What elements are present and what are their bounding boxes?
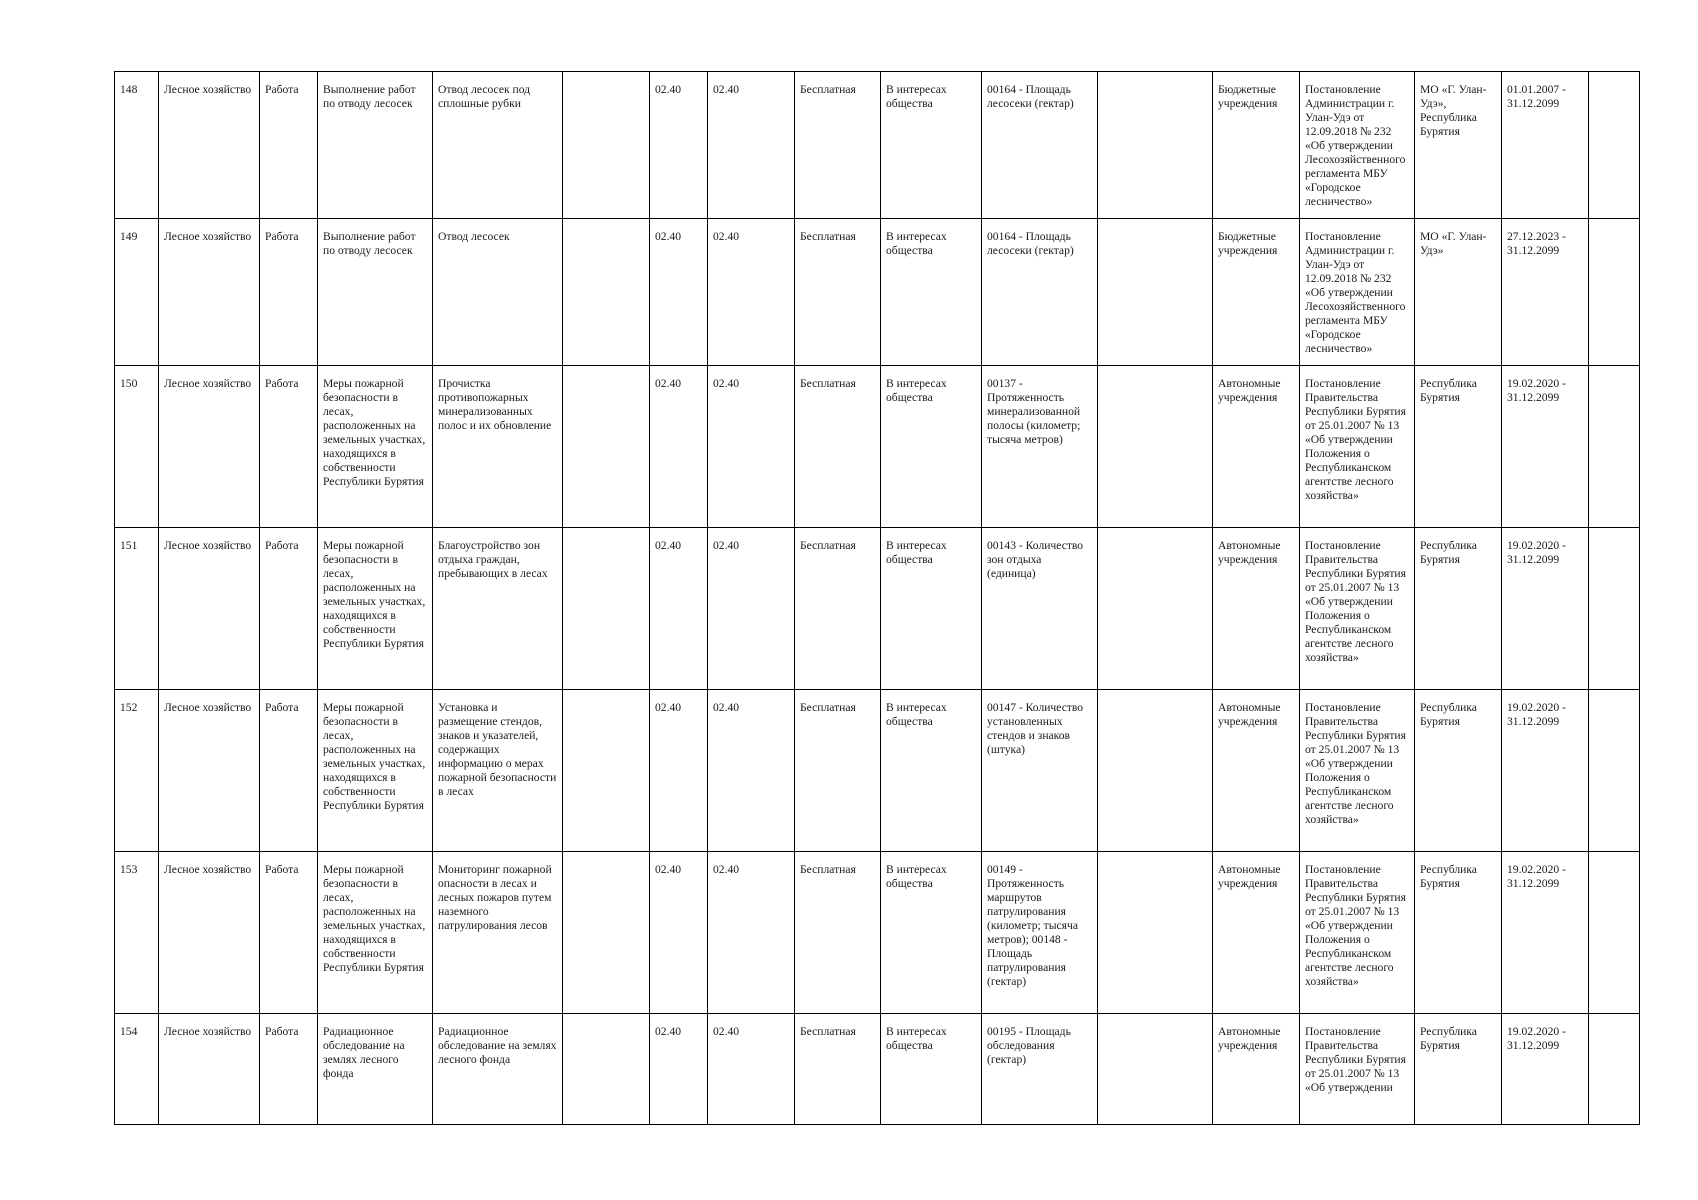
cell-interest bbox=[881, 690, 982, 852]
indicator-text: 00147 - Количество установленных стендов и знаков (штука) bbox=[987, 701, 1084, 756]
cell-sector bbox=[159, 72, 260, 219]
interest-text: В интересах общества bbox=[886, 701, 947, 728]
period-text: 27.12.2023 - 31.12.2099 bbox=[1507, 230, 1566, 257]
cell-code-1 bbox=[650, 366, 708, 528]
code-text-1: 02.40 bbox=[655, 539, 682, 552]
territory-text: МО «Г. Улан-Удэ» bbox=[1420, 230, 1487, 257]
kind-text: Работа bbox=[265, 701, 299, 714]
cell-payment bbox=[795, 690, 881, 852]
cell-sector bbox=[159, 219, 260, 366]
cell-number bbox=[115, 366, 159, 528]
legal-act-text: Постановление Правительства Республики Бурятия от 25.01.2007 № 13 «Об утверждении Положения о Республиканском агентстве лесного хозяйства» bbox=[1305, 701, 1406, 826]
cell-kind bbox=[260, 528, 318, 690]
cell-institution bbox=[1213, 1014, 1300, 1125]
cell-period bbox=[1502, 1014, 1589, 1125]
code-text-1: 02.40 bbox=[655, 230, 682, 243]
cell-institution bbox=[1213, 72, 1300, 219]
cell-institution bbox=[1213, 690, 1300, 852]
cell-payment bbox=[795, 72, 881, 219]
payment-text: Бесплатная bbox=[800, 230, 856, 243]
kind-text: Работа bbox=[265, 83, 299, 96]
cell-territory bbox=[1415, 219, 1502, 366]
period-text: 19.02.2020 - 31.12.2099 bbox=[1507, 1025, 1566, 1052]
cell-territory bbox=[1415, 1014, 1502, 1125]
cell-code-1 bbox=[650, 1014, 708, 1125]
institution-text: Автономные учреждения bbox=[1218, 1025, 1281, 1052]
cell-indicator bbox=[982, 219, 1098, 366]
cell-empty-1 bbox=[563, 1014, 650, 1125]
row-number: 148 bbox=[120, 83, 138, 96]
cell-empty-3 bbox=[1589, 690, 1640, 852]
institution-text: Бюджетные учреждения bbox=[1218, 83, 1278, 110]
interest-text: В интересах общества bbox=[886, 863, 947, 890]
work-name-text: Радиационное обследование на землях лесного фонда bbox=[323, 1025, 405, 1080]
cell-content bbox=[433, 852, 563, 1014]
territory-text: Республика Бурятия bbox=[1420, 1025, 1477, 1052]
cell-territory bbox=[1415, 852, 1502, 1014]
table-row bbox=[115, 528, 1640, 690]
work-name-text: Меры пожарной безопасности в лесах, расположенных на земельных участках, находящихся в собственности Республики Бурятия bbox=[323, 701, 426, 812]
cell-empty-1 bbox=[563, 366, 650, 528]
cell-number bbox=[115, 528, 159, 690]
cell-sector bbox=[159, 852, 260, 1014]
content-text: Прочистка противопожарных минерализованных полос и их обновление bbox=[438, 377, 552, 432]
cell-name bbox=[318, 852, 433, 1014]
work-name-text: Выполнение работ по отводу лесосек bbox=[323, 83, 416, 110]
cell-act bbox=[1300, 1014, 1415, 1125]
sector-text: Лесное хозяйство bbox=[164, 539, 252, 552]
cell-payment bbox=[795, 852, 881, 1014]
content-text: Благоустройство зон отдыха граждан, пребывающих в лесах bbox=[438, 539, 548, 580]
cell-number bbox=[115, 852, 159, 1014]
cell-territory bbox=[1415, 528, 1502, 690]
cell-indicator bbox=[982, 690, 1098, 852]
cell-act bbox=[1300, 852, 1415, 1014]
cell-empty-3 bbox=[1589, 366, 1640, 528]
cell-territory bbox=[1415, 366, 1502, 528]
cell-period bbox=[1502, 690, 1589, 852]
payment-text: Бесплатная bbox=[800, 701, 856, 714]
period-text: 01.01.2007 - 31.12.2099 bbox=[1507, 83, 1566, 110]
period-text: 19.02.2020 - 31.12.2099 bbox=[1507, 539, 1566, 566]
sector-text: Лесное хозяйство bbox=[164, 863, 252, 876]
cell-content bbox=[433, 690, 563, 852]
cell-code-2 bbox=[708, 852, 795, 1014]
cell-interest bbox=[881, 219, 982, 366]
territory-text: МО «Г. Улан-Удэ», Республика Бурятия bbox=[1420, 83, 1487, 138]
cell-interest bbox=[881, 72, 982, 219]
cell-code-2 bbox=[708, 690, 795, 852]
row-number: 153 bbox=[120, 863, 138, 876]
cell-indicator bbox=[982, 72, 1098, 219]
cell-empty-3 bbox=[1589, 72, 1640, 219]
cell-sector bbox=[159, 690, 260, 852]
cell-code-2 bbox=[708, 528, 795, 690]
payment-text: Бесплатная bbox=[800, 863, 856, 876]
kind-text: Работа bbox=[265, 377, 299, 390]
cell-name bbox=[318, 690, 433, 852]
cell-payment bbox=[795, 219, 881, 366]
cell-act bbox=[1300, 690, 1415, 852]
row-number: 149 bbox=[120, 230, 138, 243]
cell-interest bbox=[881, 852, 982, 1014]
cell-empty-3 bbox=[1589, 219, 1640, 366]
cell-act bbox=[1300, 219, 1415, 366]
code-text-1: 02.40 bbox=[655, 377, 682, 390]
legal-act-text: Постановление Правительства Республики Бурятия от 25.01.2007 № 13 «Об утверждении Положения о Республиканском агентстве лесного хозяйства» bbox=[1305, 377, 1406, 502]
interest-text: В интересах общества bbox=[886, 1025, 947, 1052]
table-row bbox=[115, 1014, 1640, 1125]
table-row bbox=[115, 852, 1640, 1014]
table-row bbox=[115, 219, 1640, 366]
cell-act bbox=[1300, 528, 1415, 690]
interest-text: В интересах общества bbox=[886, 539, 947, 566]
cell-sector bbox=[159, 528, 260, 690]
row-number: 154 bbox=[120, 1025, 138, 1038]
institution-text: Автономные учреждения bbox=[1218, 701, 1281, 728]
code-text-2: 02.40 bbox=[713, 701, 740, 714]
cell-code-1 bbox=[650, 72, 708, 219]
cell-content bbox=[433, 72, 563, 219]
cell-period bbox=[1502, 219, 1589, 366]
document-page bbox=[114, 71, 1640, 1125]
cell-payment bbox=[795, 528, 881, 690]
period-text: 19.02.2020 - 31.12.2099 bbox=[1507, 701, 1566, 728]
sector-text: Лесное хозяйство bbox=[164, 83, 252, 96]
legal-act-text: Постановление Администрации г. Улан-Удэ от 12.09.2018 № 232 «Об утверждении Лесохозяйственного регламента МБУ «Городское лесничество» bbox=[1305, 230, 1406, 355]
cell-sector bbox=[159, 1014, 260, 1125]
cell-code-2 bbox=[708, 366, 795, 528]
work-name-text: Меры пожарной безопасности в лесах, расположенных на земельных участках, находящихся в собственности Республики Бурятия bbox=[323, 539, 426, 650]
cell-empty-1 bbox=[563, 72, 650, 219]
cell-sector bbox=[159, 366, 260, 528]
content-text: Установка и размещение стендов, знаков и указателей, содержащих информацию о мерах пожарной безопасности в лесах bbox=[438, 701, 557, 798]
cell-territory bbox=[1415, 72, 1502, 219]
cell-number bbox=[115, 690, 159, 852]
cell-act bbox=[1300, 366, 1415, 528]
payment-text: Бесплатная bbox=[800, 539, 856, 552]
cell-payment bbox=[795, 366, 881, 528]
cell-period bbox=[1502, 852, 1589, 1014]
indicator-text: 00195 - Площадь обследования (гектар) bbox=[987, 1025, 1071, 1066]
row-number: 152 bbox=[120, 701, 138, 714]
cell-institution bbox=[1213, 366, 1300, 528]
territory-text: Республика Бурятия bbox=[1420, 539, 1477, 566]
cell-interest bbox=[881, 366, 982, 528]
cell-period bbox=[1502, 528, 1589, 690]
cell-territory bbox=[1415, 690, 1502, 852]
table-row bbox=[115, 72, 1640, 219]
kind-text: Работа bbox=[265, 1025, 299, 1038]
cell-empty-1 bbox=[563, 852, 650, 1014]
cell-empty-2 bbox=[1098, 1014, 1213, 1125]
territory-text: Республика Бурятия bbox=[1420, 377, 1477, 404]
code-text-2: 02.40 bbox=[713, 863, 740, 876]
code-text-2: 02.40 bbox=[713, 539, 740, 552]
cell-empty-2 bbox=[1098, 366, 1213, 528]
cell-indicator bbox=[982, 528, 1098, 690]
content-text: Радиационное обследование на землях лесного фонда bbox=[438, 1025, 557, 1066]
institution-text: Автономные учреждения bbox=[1218, 863, 1281, 890]
period-text: 19.02.2020 - 31.12.2099 bbox=[1507, 863, 1566, 890]
work-name-text: Выполнение работ по отводу лесосек bbox=[323, 230, 416, 257]
cell-empty-2 bbox=[1098, 72, 1213, 219]
cell-content bbox=[433, 528, 563, 690]
cell-content bbox=[433, 366, 563, 528]
cell-empty-2 bbox=[1098, 852, 1213, 1014]
cell-name bbox=[318, 1014, 433, 1125]
cell-empty-1 bbox=[563, 219, 650, 366]
cell-code-1 bbox=[650, 690, 708, 852]
code-text-2: 02.40 bbox=[713, 230, 740, 243]
content-text: Отвод лесосек bbox=[438, 230, 510, 243]
registry-table bbox=[114, 71, 1640, 1125]
indicator-text: 00143 - Количество зон отдыха (единица) bbox=[987, 539, 1084, 580]
legal-act-text: Постановление Администрации г. Улан-Удэ от 12.09.2018 № 232 «Об утверждении Лесохозяйственного регламента МБУ «Городское лесничество» bbox=[1305, 83, 1406, 208]
legal-act-text: Постановление Правительства Республики Бурятия от 25.01.2007 № 13 «Об утверждении Положения о Республиканском агентстве лесного хозяйства» bbox=[1305, 539, 1406, 664]
cell-indicator bbox=[982, 366, 1098, 528]
payment-text: Бесплатная bbox=[800, 1025, 856, 1038]
sector-text: Лесное хозяйство bbox=[164, 230, 252, 243]
cell-institution bbox=[1213, 219, 1300, 366]
institution-text: Бюджетные учреждения bbox=[1218, 230, 1278, 257]
cell-indicator bbox=[982, 852, 1098, 1014]
cell-payment bbox=[795, 1014, 881, 1125]
code-text-2: 02.40 bbox=[713, 83, 740, 96]
cell-empty-2 bbox=[1098, 690, 1213, 852]
period-text: 19.02.2020 - 31.12.2099 bbox=[1507, 377, 1566, 404]
cell-name bbox=[318, 219, 433, 366]
interest-text: В интересах общества bbox=[886, 230, 947, 257]
cell-empty-3 bbox=[1589, 1014, 1640, 1125]
cell-code-2 bbox=[708, 219, 795, 366]
cell-number bbox=[115, 219, 159, 366]
indicator-text: 00164 - Площадь лесосеки (гектар) bbox=[987, 83, 1074, 110]
institution-text: Автономные учреждения bbox=[1218, 539, 1281, 566]
code-text-1: 02.40 bbox=[655, 83, 682, 96]
cell-empty-3 bbox=[1589, 852, 1640, 1014]
code-text-2: 02.40 bbox=[713, 377, 740, 390]
cell-act bbox=[1300, 72, 1415, 219]
payment-text: Бесплатная bbox=[800, 83, 856, 96]
cell-kind bbox=[260, 219, 318, 366]
code-text-2: 02.40 bbox=[713, 1025, 740, 1038]
cell-empty-1 bbox=[563, 528, 650, 690]
cell-indicator bbox=[982, 1014, 1098, 1125]
kind-text: Работа bbox=[265, 539, 299, 552]
cell-content bbox=[433, 219, 563, 366]
cell-empty-3 bbox=[1589, 528, 1640, 690]
cell-code-1 bbox=[650, 219, 708, 366]
content-text: Отвод лесосек под сплошные рубки bbox=[438, 83, 531, 110]
row-number: 151 bbox=[120, 539, 138, 552]
cell-institution bbox=[1213, 852, 1300, 1014]
indicator-text: 00149 - Протяженность маршрутов патрулирования (километр; тысяча метров); 00148 - Площадь патрулирования (гектар) bbox=[987, 863, 1078, 988]
code-text-1: 02.40 bbox=[655, 863, 682, 876]
legal-act-text: Постановление Правительства Республики Бурятия от 25.01.2007 № 13 «Об утверждении bbox=[1305, 1025, 1406, 1094]
work-name-text: Меры пожарной безопасности в лесах, расположенных на земельных участках, находящихся в собственности Республики Бурятия bbox=[323, 377, 426, 488]
cell-interest bbox=[881, 1014, 982, 1125]
cell-kind bbox=[260, 1014, 318, 1125]
institution-text: Автономные учреждения bbox=[1218, 377, 1281, 404]
cell-code-1 bbox=[650, 528, 708, 690]
code-text-1: 02.40 bbox=[655, 1025, 682, 1038]
row-number: 150 bbox=[120, 377, 138, 390]
cell-name bbox=[318, 366, 433, 528]
table-row bbox=[115, 366, 1640, 528]
indicator-text: 00137 - Протяженность минерализованной полосы (километр; тысяча метров) bbox=[987, 377, 1081, 446]
sector-text: Лесное хозяйство bbox=[164, 701, 252, 714]
work-name-text: Меры пожарной безопасности в лесах, расположенных на земельных участках, находящихся в собственности Республики Бурятия bbox=[323, 863, 426, 974]
cell-kind bbox=[260, 852, 318, 1014]
cell-period bbox=[1502, 72, 1589, 219]
cell-name bbox=[318, 528, 433, 690]
cell-empty-2 bbox=[1098, 219, 1213, 366]
interest-text: В интересах общества bbox=[886, 377, 947, 404]
cell-code-1 bbox=[650, 852, 708, 1014]
cell-interest bbox=[881, 528, 982, 690]
cell-empty-2 bbox=[1098, 528, 1213, 690]
sector-text: Лесное хозяйство bbox=[164, 377, 252, 390]
cell-name bbox=[318, 72, 433, 219]
cell-empty-1 bbox=[563, 690, 650, 852]
cell-number bbox=[115, 1014, 159, 1125]
content-text: Мониторинг пожарной опасности в лесах и лесных пожаров путем наземного патрулирования лесов bbox=[438, 863, 552, 932]
cell-content bbox=[433, 1014, 563, 1125]
indicator-text: 00164 - Площадь лесосеки (гектар) bbox=[987, 230, 1074, 257]
cell-kind bbox=[260, 366, 318, 528]
cell-number bbox=[115, 72, 159, 219]
kind-text: Работа bbox=[265, 863, 299, 876]
code-text-1: 02.40 bbox=[655, 701, 682, 714]
table-row bbox=[115, 690, 1640, 852]
legal-act-text: Постановление Правительства Республики Бурятия от 25.01.2007 № 13 «Об утверждении Положения о Республиканском агентстве лесного хозяйства» bbox=[1305, 863, 1406, 988]
cell-kind bbox=[260, 690, 318, 852]
territory-text: Республика Бурятия bbox=[1420, 701, 1477, 728]
cell-code-2 bbox=[708, 1014, 795, 1125]
interest-text: В интересах общества bbox=[886, 83, 947, 110]
cell-kind bbox=[260, 72, 318, 219]
payment-text: Бесплатная bbox=[800, 377, 856, 390]
cell-code-2 bbox=[708, 72, 795, 219]
territory-text: Республика Бурятия bbox=[1420, 863, 1477, 890]
cell-institution bbox=[1213, 528, 1300, 690]
cell-period bbox=[1502, 366, 1589, 528]
sector-text: Лесное хозяйство bbox=[164, 1025, 252, 1038]
registry-table-body bbox=[115, 72, 1640, 1125]
kind-text: Работа bbox=[265, 230, 299, 243]
